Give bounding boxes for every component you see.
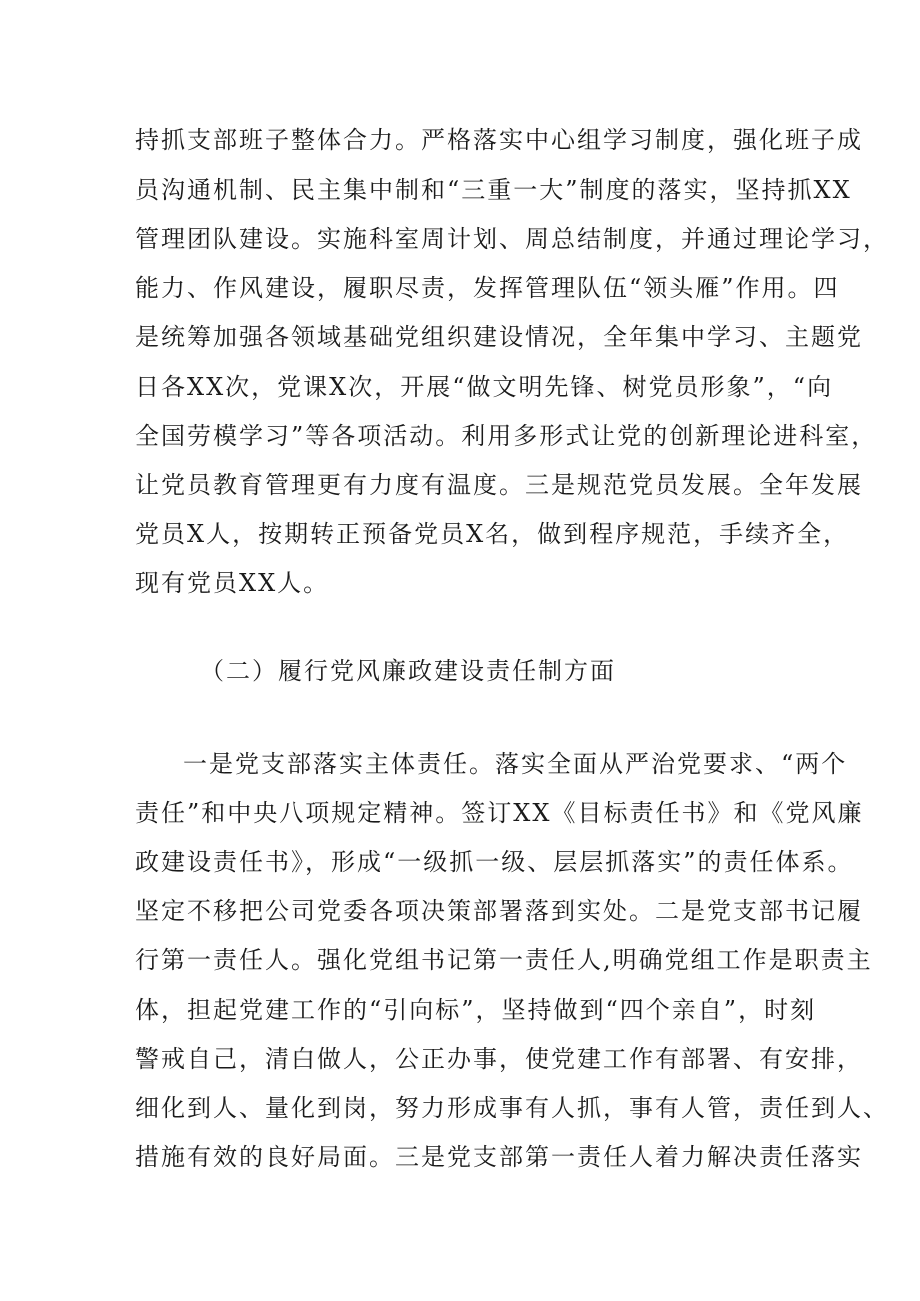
- text-line: 警戒自己，清白做人，公正办事，使党建工作有部署、有安排，: [135, 1045, 863, 1073]
- section-heading: （二）履行党风廉政建设责任制方面: [200, 657, 616, 685]
- text-line: 责任”和中央八项规定精神。签订XX《目标责任书》和《党风廉: [135, 799, 864, 827]
- text-line: 政建设责任书》，形成“一级抓一级、层层抓落实”的责任体系。: [135, 848, 854, 876]
- text-line: 是统筹加强各领域基础党组织建设情况，全年集中学习、主题党: [135, 323, 863, 351]
- text-line: 日各XX次，党课X次，开展“做文明先锋、树党员形象”，“向: [135, 373, 834, 401]
- text-line: 行第一责任人。强化党组书记第一责任人,明确党组工作是职责主: [135, 946, 873, 974]
- text-line: 能力、作风建设，履职尽责，发挥管理队伍“领头雁”作用。四: [135, 274, 840, 302]
- text-line: 现有党员XX人。: [135, 569, 330, 597]
- text-line: 持抓支部班子整体合力。严格落实中心组学习制度，强化班子成: [135, 126, 863, 154]
- text-line: 体，担起党建工作的“引向标”，坚持做到“四个亲自”，时刻: [135, 996, 817, 1024]
- text-line: 一是党支部落实主体责任。落实全面从严治党要求、“两个: [183, 750, 848, 778]
- text-line: 措施有效的良好局面。三是党支部第一责任人着力解决责任落实: [135, 1143, 863, 1171]
- text-line: 全国劳模学习”等各项活动。利用多形式让党的创新理论进科室，: [135, 422, 878, 450]
- text-line: 让党员教育管理更有力度有温度。三是规范党员发展。全年发展: [135, 471, 863, 499]
- text-line: 坚定不移把公司党委各项决策部署落到实处。二是党支部书记履: [135, 897, 863, 925]
- text-line: 细化到人、量化到岗，努力形成事有人抓，事有人管，责任到人、: [135, 1094, 889, 1122]
- text-line: 管理团队建设。实施科室周计划、周总结制度，并通过理论学习，: [135, 225, 889, 253]
- text-line: 党员X人，按期转正预备党员X名，做到程序规范，手续齐全，: [135, 520, 850, 548]
- text-line: 员沟通机制、民主集中制和“三重一大”制度的落实，坚持抓XX: [135, 176, 852, 204]
